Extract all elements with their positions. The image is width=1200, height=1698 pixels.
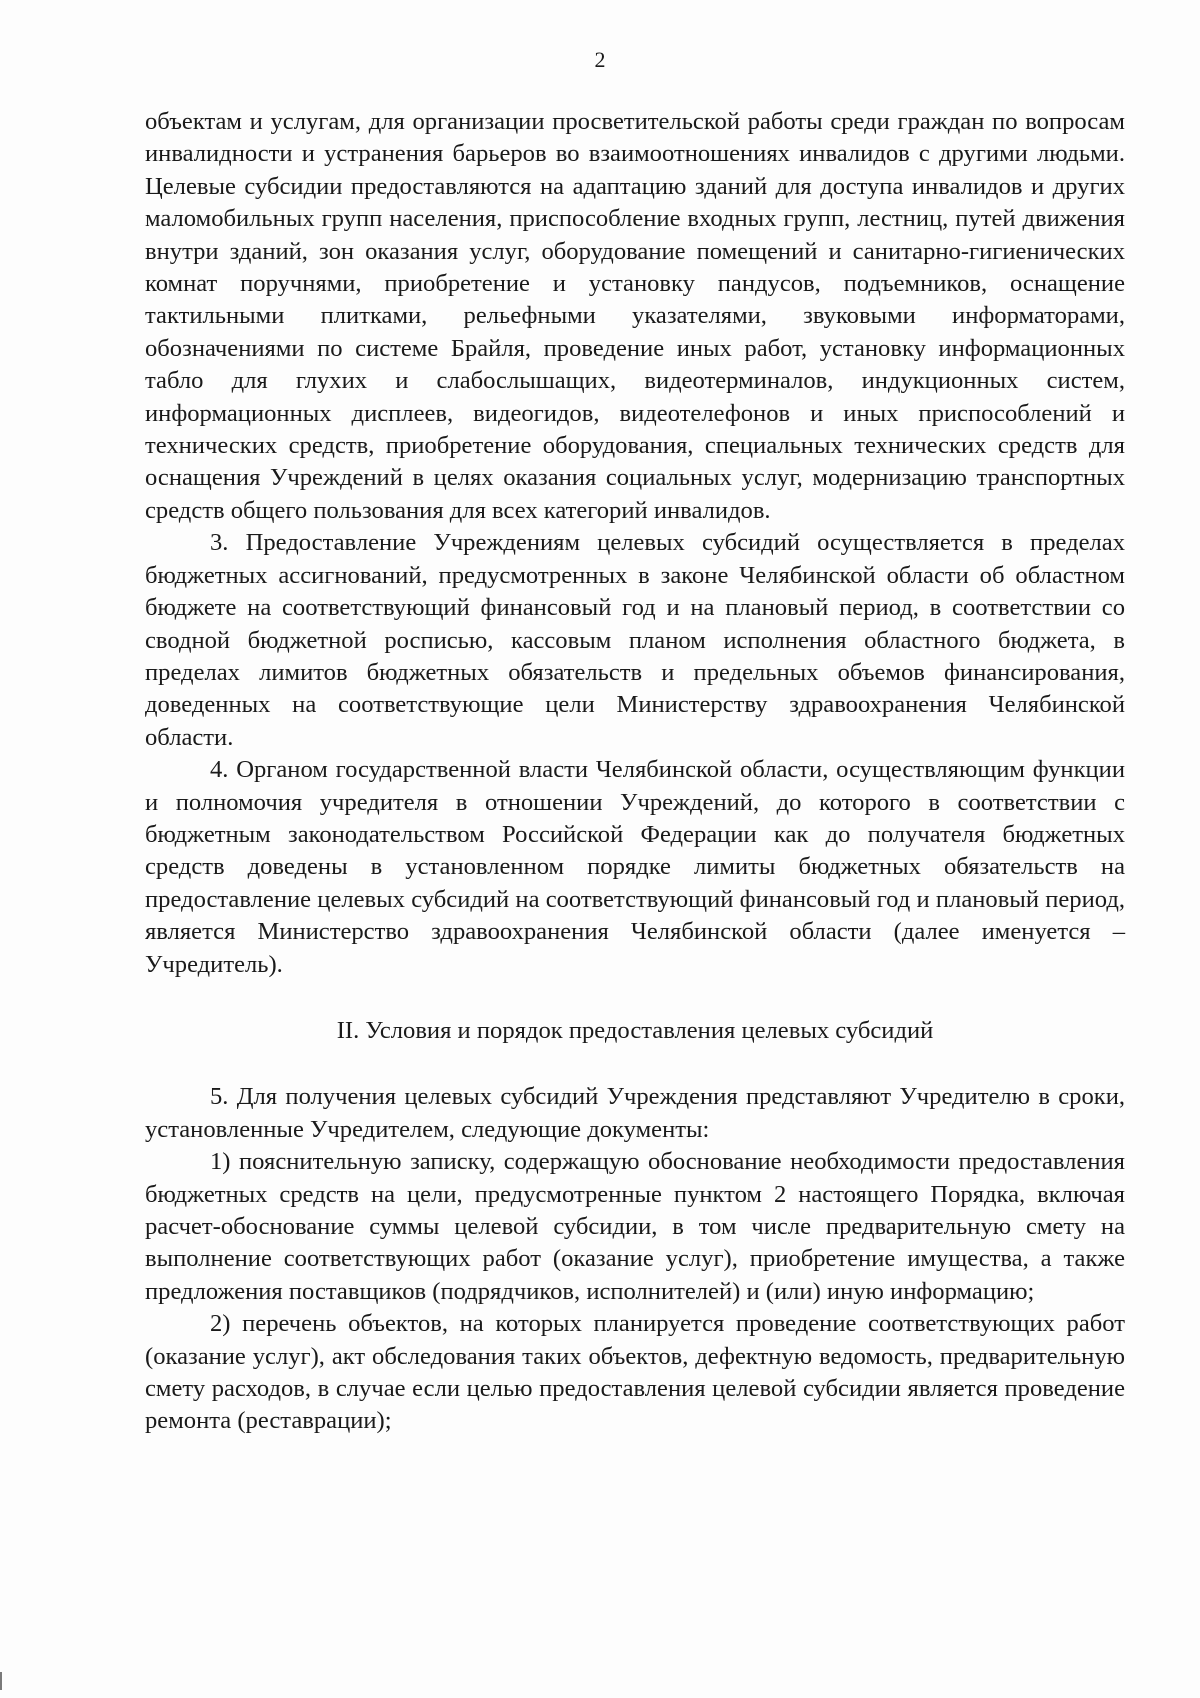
section-heading: II. Условия и порядок предоставления целевых субсидий: [336, 1016, 934, 1044]
scan-edge-mark: [0, 1672, 2, 1690]
paragraph-item-5: 5. Для получения целевых субсидий Учреждения представляют Учредителю в сроки, установленные Учредителем, следующие документы:: [145, 1083, 1125, 1143]
page-number: 2: [594, 47, 606, 72]
document-body: [145, 106, 1125, 1438]
paragraph-continuation: объектам и услугам, для организации просветительской работы среди граждан по вопросам инвалидности и устранения барьеров во взаимоотношениях инвалидов с другими людьми. Целевые субсидии предоставляются на адаптацию зданий для доступа инвалидов и других маломобильных групп населения, приспособление входных групп, лестниц, путей движения внутри зданий, зон оказания услуг, оборудование помещений и санитарно-гигиенических комнат поручнями, приобретение и установку пандусов, подъемников, оснащение тактильными плитками, рельефными указателями, звуковыми информаторами, обозначениями по системе Брайля, проведение иных работ, установку информационных табло для глухих и слабослышащих, видеотерминалов, индукционных систем, информационных дисплеев, видеогидов, видеотелефонов и иных приспособлений и технических средств, приобретение оборудования, специальных технических средств для оснащения Учреждений в целях оказания социальных услуг, модернизацию транспортных средств общего пользования для всех категорий инвалидов.: [145, 108, 1125, 524]
paragraph-item-4: 4. Органом государственной власти Челябинской области, осуществляющим функции и полномочия учредителя в отношении Учреждений, до которого в соответствии с бюджетным законодательством Российской Федерации как до получателя бюджетных средств доведены в установленном порядке лимиты бюджетных обязательств на предоставление целевых субсидий на соответствующий финансовый год и плановый период, является Министерство здравоохранения Челябинской области (далее именуется – Учредитель).: [145, 756, 1125, 978]
paragraph-item-3: 3. Предоставление Учреждениям целевых субсидий осуществляется в пределах бюджетных ассигнований, предусмотренных в законе Челябинской области об областном бюджете на соответствующий финансовый год и на плановый период, в соответствии со сводной бюджетной росписью, кассовым планом исполнения областного бюджета, в пределах лимитов бюджетных обязательств и предельных объемов финансирования, доведенных на соответствующие цели Министерству здравоохранения Челябинской области.: [145, 529, 1125, 751]
list-item-1: 1) пояснительную записку, содержащую обоснование необходимости предоставления бюджетных средств на цели, предусмотренные пунктом 2 настоящего Порядка, включая расчет-обоснование суммы целевой субсидии, в том числе предварительную смету на выполнение соответствующих работ (оказание услуг), приобретение имущества, а также предложения поставщиков (подрядчиков, исполнителей) и (или) иную информацию;: [145, 1148, 1125, 1305]
list-item-2: 2) перечень объектов, на которых планируется проведение соответствующих работ (оказание услуг), акт обследования таких объектов, дефектную ведомость, предварительную смету расходов, в случае если целью предоставления целевой субсидии является проведение ремонта (реставрации);: [145, 1310, 1125, 1435]
